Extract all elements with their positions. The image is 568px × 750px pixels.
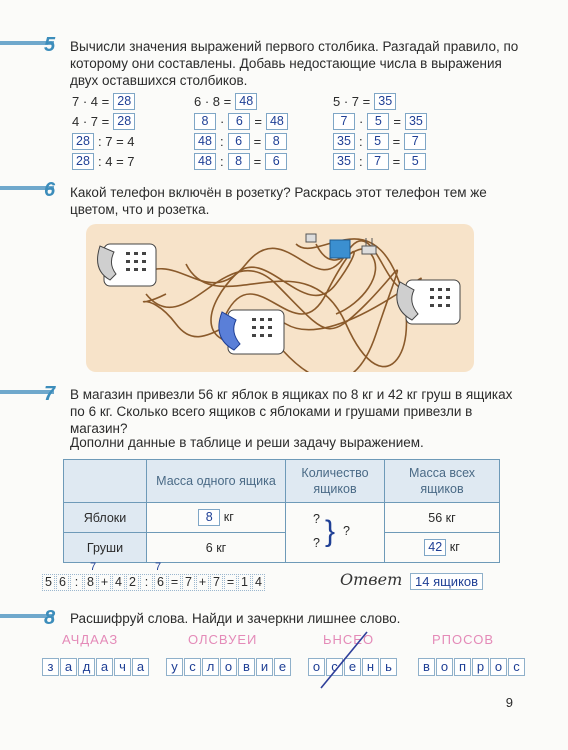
telephone-left-icon [98,244,156,286]
task-5-number: 5 [44,34,56,56]
expression-text: : 4 = 7 [98,153,135,169]
table-cell-count [286,503,385,563]
letter-box: в [418,658,435,676]
letter-box: р [472,658,489,676]
brace-icon: } [325,514,336,548]
expression-text: 7 · 4 = [72,93,110,109]
solution-char: 4 [112,574,125,591]
expression-text: : 7 = 4 [98,133,135,149]
expression [333,93,396,110]
table-header-mass-one: Масса одного ящика [147,460,286,503]
letter-box: а [60,658,77,676]
answer-box: 8 [228,153,250,170]
letter-box: д [78,658,95,676]
solution-char: 5 [42,574,55,591]
task-7-solution-expression [42,574,265,591]
answer-box: 6 [228,133,250,150]
expression-text: : [359,153,363,169]
table-header-count: Количество ящиков [286,460,385,503]
page-number: 9 [505,695,513,710]
handwritten-note: 7 [90,561,97,573]
telephone-maze-illustration [86,224,474,372]
task-7-table [63,459,500,563]
coded-word: АЧДААЗ [62,632,119,647]
task-5-text: Вычисли значения выражений первого столбика. Разгадай правило, по которому они составлены. Добавь недостающие числа в выражения двух оставшихся столбиков. [70,39,519,88]
unit-label: кг [449,540,460,554]
solution-char: 2 [126,574,139,591]
expression-text: 6 · 8 = [194,93,232,109]
solution-char: 7 [182,574,195,591]
answer-box: 6 [228,113,250,130]
decoded-word-boxes [418,658,526,676]
task-7-text: В магазин привезли 56 кг яблок в ящиках по 8 кг и 42 кг груш в ящиках по 6 кг. Сколько всего ящиков с яблоками и грушами привезли в магазин? [70,387,513,436]
socket-icon [330,240,350,258]
expression-text: · [220,113,225,129]
expression-text: = [253,133,262,149]
solution-char: 8 [84,574,97,591]
task-7-instruction: Дополни данные в таблице и реши задачу выражением. [70,435,424,450]
count-question: ? [313,535,320,550]
answer-box: 28 [72,133,94,150]
telephone-middle-icon [219,310,284,354]
letter-box: о [220,658,237,676]
expression-text: 5 · 7 = [333,93,371,109]
letter-box: в [238,658,255,676]
letter-box: п [454,658,471,676]
letter-box: л [202,658,219,676]
expression [194,133,287,150]
coded-word: РПОСОВ [432,632,495,647]
coded-word: ОЛСВУЕИ [188,632,258,647]
answer-box: 28 [113,93,135,110]
expression-text: : [220,153,224,169]
letter-box: н [362,658,379,676]
letter-box: и [256,658,273,676]
table-row-label: Яблоки [64,503,147,533]
telephone-right-icon [397,280,460,324]
expression-text: = [253,153,262,169]
task-8-text: Расшифруй слова. Найди и зачеркни лишнее слово. [70,611,401,626]
letter-box: а [96,658,113,676]
answer-box: 7 [333,113,355,130]
solution-char: 7 [210,574,223,591]
table-cell [147,503,286,533]
letter-box: ч [114,658,131,676]
expression-text: 4 · 7 = [72,113,110,129]
solution-char: 6 [154,574,167,591]
table-cell: 56 кг [385,503,500,533]
letter-box: а [132,658,149,676]
answer-box: 5 [404,153,426,170]
solution-char: = [168,574,181,591]
solution-char: + [196,574,209,591]
expression [72,93,135,110]
solution-char: 4 [252,574,265,591]
count-question: ? [313,511,320,526]
decoded-word-boxes [166,658,292,676]
answer-box: 35 [405,113,427,130]
letter-box: с [508,658,525,676]
answer-word: Ответ [340,570,403,589]
expression [72,153,135,170]
expression [194,113,288,130]
answer-box: 42 [424,539,446,556]
expression [333,133,426,150]
answer-box: 5 [367,133,389,150]
solution-char: : [140,574,153,591]
solution-char: = [224,574,237,591]
letter-box: з [42,658,59,676]
letter-box: ь [380,658,397,676]
task-6-text: Какой телефон включён в розетку? Раскрась этот телефон тем же цветом, что и розетка. [70,185,487,217]
answer-box: 48 [266,113,288,130]
solution-char: 1 [238,574,251,591]
sum-question: ? [343,523,350,538]
answer-box: 7 [367,153,389,170]
answer-box: 8 [194,113,216,130]
solution-char: 6 [56,574,69,591]
expression-text: = [393,113,401,129]
table-header-mass-all: Масса всех ящиков [385,460,500,503]
letter-box: у [166,658,183,676]
table-cell: 6 кг [147,533,286,563]
table-header-empty [64,460,147,503]
unit-label: кг [223,510,234,524]
letter-box: о [490,658,507,676]
answer-box: 6 [265,153,287,170]
answer-box: 35 [333,133,355,150]
answer-box: 28 [72,153,94,170]
expression [72,133,135,150]
letter-box: о [436,658,453,676]
plug-icon [306,234,316,242]
handwritten-note: 7 [155,561,162,573]
task-7-number: 7 [44,383,56,405]
expression [72,113,135,130]
letter-box: с [326,658,343,676]
answer-box: 48 [235,93,257,110]
expression-text: · [359,113,364,129]
letter-box: о [308,658,325,676]
table-cell [385,533,500,563]
task-6-number: 6 [44,179,56,201]
expression-text: = [392,133,401,149]
expression [333,153,426,170]
answer-value: 14 ящиков [410,573,483,590]
expression-text: : [220,133,224,149]
strike-through-line [315,628,375,692]
letter-box: е [344,658,361,676]
expression [194,153,287,170]
table-row-label: Груши [64,533,147,563]
answer-box: 8 [265,133,287,150]
answer-box: 35 [374,93,396,110]
answer-box: 35 [333,153,355,170]
expression-text: = [254,113,262,129]
answer-box: 48 [194,133,216,150]
solution-char: + [98,574,111,591]
expression [194,93,257,110]
answer-box: 28 [113,113,135,130]
answer-box: 5 [367,113,389,130]
coded-word: ЬНСЕО [323,632,375,647]
decoded-word-boxes [42,658,150,676]
letter-box: с [184,658,201,676]
answer-box: 7 [404,133,426,150]
letter-box: е [274,658,291,676]
expression [333,113,427,130]
task-8-number: 8 [44,607,56,629]
expression-text: = [392,153,401,169]
answer-box: 48 [194,153,216,170]
expression-text: : [359,133,363,149]
answer-box: 8 [198,509,220,526]
solution-char: : [70,574,83,591]
